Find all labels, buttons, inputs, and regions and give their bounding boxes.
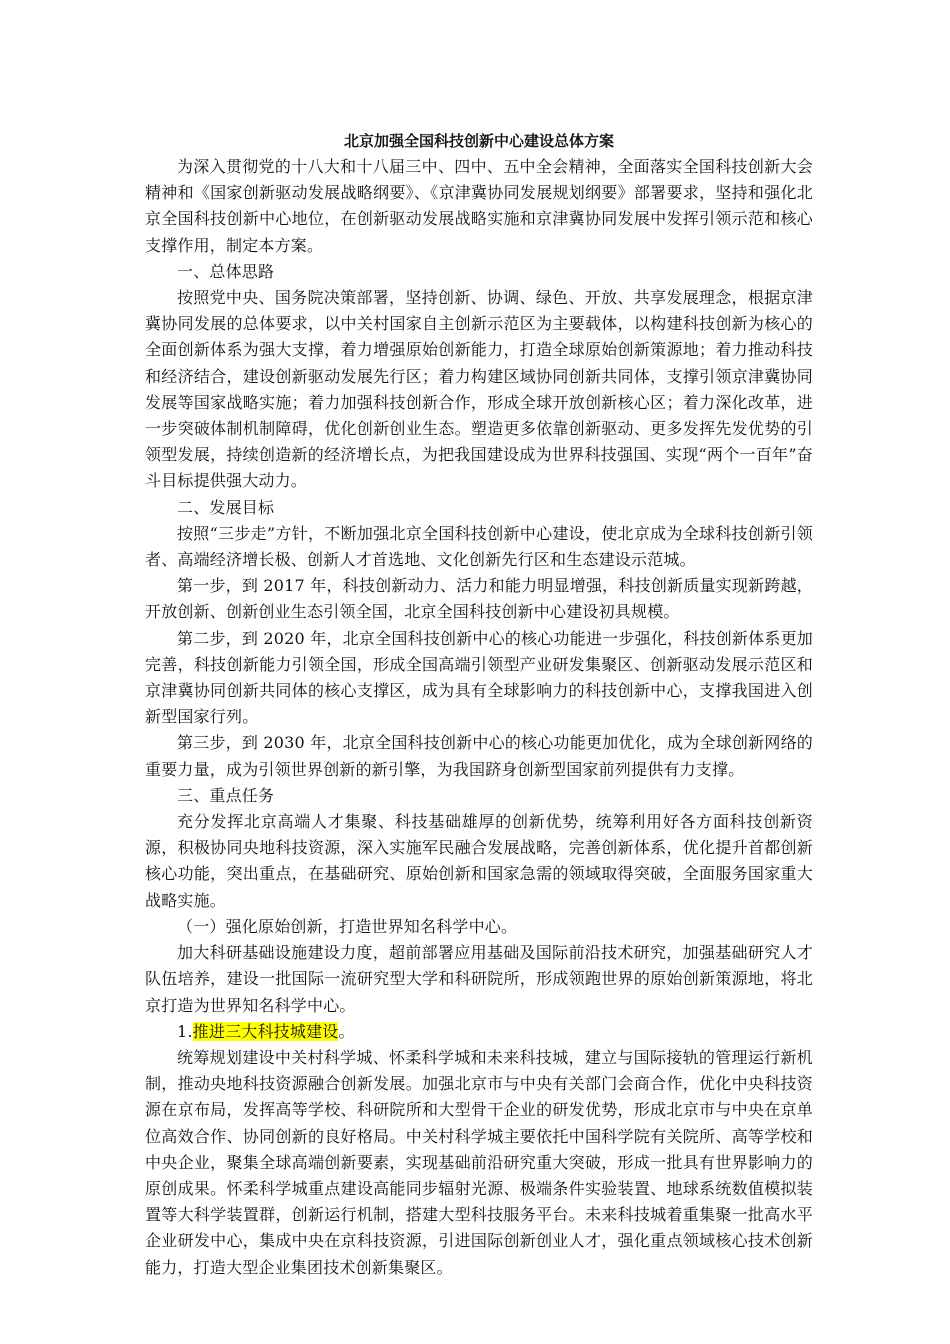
step-3-paragraph: 第三步，到 2030 年，北京全国科技创新中心的核心功能更加优化，成为全球创新网络的重要力量，成为引领世界创新的新引擎，为我国跻身创新型国家前列提供有力支撑。 — [145, 733, 813, 779]
step-1-paragraph: 第一步，到 2017 年，科技创新动力、活力和能力明显增强，科技创新质量实现新跨越，开放创新、创新创业生态引领全国，北京全国科技创新中心建设初具规模。 — [145, 576, 813, 622]
item-1-highlighted-title: 推进三大科技城建设 — [192, 1021, 339, 1041]
section-1-paragraph: 按照党中央、国务院决策部署，坚持创新、协调、绿色、开放、共享发展理念，根据京津冀协同发展的总体要求，以中关村国家自主创新示范区为主要载体，以构建科技创新为核心的全面创新体系为强大支撑，着力增强原始创新能力，打造全球原始创新策源地；着力推动科技和经济结合，建设创新驱动发展先行区；着力构建区域协同创新共同体，支撑引领京津冀协同发展等国家战略实施；着力加强科技创新合作，形成全球开放创新核心区；着力深化改革，进一步突破体制机制障碍，优化创新创业生态。塑造更多依靠创新驱动、更多发挥先发优势的引领型发展，持续创造新的经济增长点，为把我国建设成为世界科技强国、实现“两个一百年”奋斗目标提供强大动力。 — [145, 288, 813, 491]
intro-paragraph: 为深入贯彻党的十八大和十八届三中、四中、五中全会精神，全面落实全国科技创新大会精神和《国家创新驱动发展战略纲要》、《京津冀协同发展规划纲要》部署要求，坚持和强化北京全国科技创新中心地位，在创新驱动发展战略实施和京津冀协同发展中发挥引领示范和核心支撑作用，制定本方案。 — [145, 157, 813, 255]
section-heading-1: 一、总体思路 — [177, 261, 275, 281]
section-3-paragraph: 充分发挥北京高端人才集聚、科技基础雄厚的创新优势，统筹利用好各方面科技创新资源，积极协同央地科技资源，深入实施军民融合发展战略，完善创新体系，优化提升首都创新核心功能，突出重点，在基础研究、原始创新和国家急需的领域取得突破，全面服务国家重大战略实施。 — [145, 812, 813, 910]
section-heading-2: 二、发展目标 — [177, 497, 275, 517]
subsection-heading-1: （一）强化原始创新，打造世界知名科学中心。 — [177, 916, 518, 936]
section-heading-3: 三、重点任务 — [177, 785, 275, 805]
item-1-number: 1. — [177, 1021, 193, 1041]
document-page — [145, 128, 813, 1281]
step-2-paragraph: 第二步，到 2020 年，北京全国科技创新中心的核心功能进一步强化，科技创新体系更加完善，科技创新能力引领全国，形成全国高端引领型产业研发集聚区、创新驱动发展示范区和京津冀协同创新共同体的核心支撑区，成为具有全球影响力的科技创新中心，支撑我国进入创新型国家行列。 — [145, 628, 813, 727]
item-1-paragraph: 统筹规划建设中关村科学城、怀柔科学城和未来科技城，建立与国际接轨的管理运行新机制，推动央地科技资源融合创新发展。加强北京市与中央有关部门会商合作，优化中央科技资源在京布局，发挥高等学校、科研院所和大型骨干企业的研发优势，形成北京市与中央在京单位高效合作、协同创新的良好格局。中关村科学城主要依托中国科学院有关院所、高等学校和中央企业，聚集全球高端创新要素，实现基础前沿研究重大突破，形成一批具有世界影响力的原创成果。怀柔科学城重点建设高能同步辐射光源、极端条件实验装置、地球系统数值模拟装置等大科学装置群，创新运行机制，搭建大型科技服务平台。未来科技城着重集聚一批高水平企业研发中心，集成中央在京科技资源，引进国际创新创业人才，强化重点领域核心技术创新能力，打造大型企业集团技术创新集聚区。 — [145, 1047, 813, 1277]
document-title: 北京加强全国科技创新中心建设总体方案 — [343, 132, 614, 150]
item-1-punctuation: 。 — [338, 1021, 355, 1041]
section-2-paragraph: 按照“三步走”方针，不断加强北京全国科技创新中心建设，使北京成为全球科技创新引领者、高端经济增长极、创新人才首选地、文化创新先行区和生态建设示范城。 — [145, 523, 813, 570]
subsection-1-paragraph: 加大科研基础设施建设力度，超前部署应用基础及国际前沿技术研究，加强基础研究人才队伍培养，建设一批国际一流研究型大学和科研院所，形成领跑世界的原始创新策源地，将北京打造为世界知名科学中心。 — [145, 943, 813, 1015]
item-1-heading — [145, 1019, 813, 1045]
